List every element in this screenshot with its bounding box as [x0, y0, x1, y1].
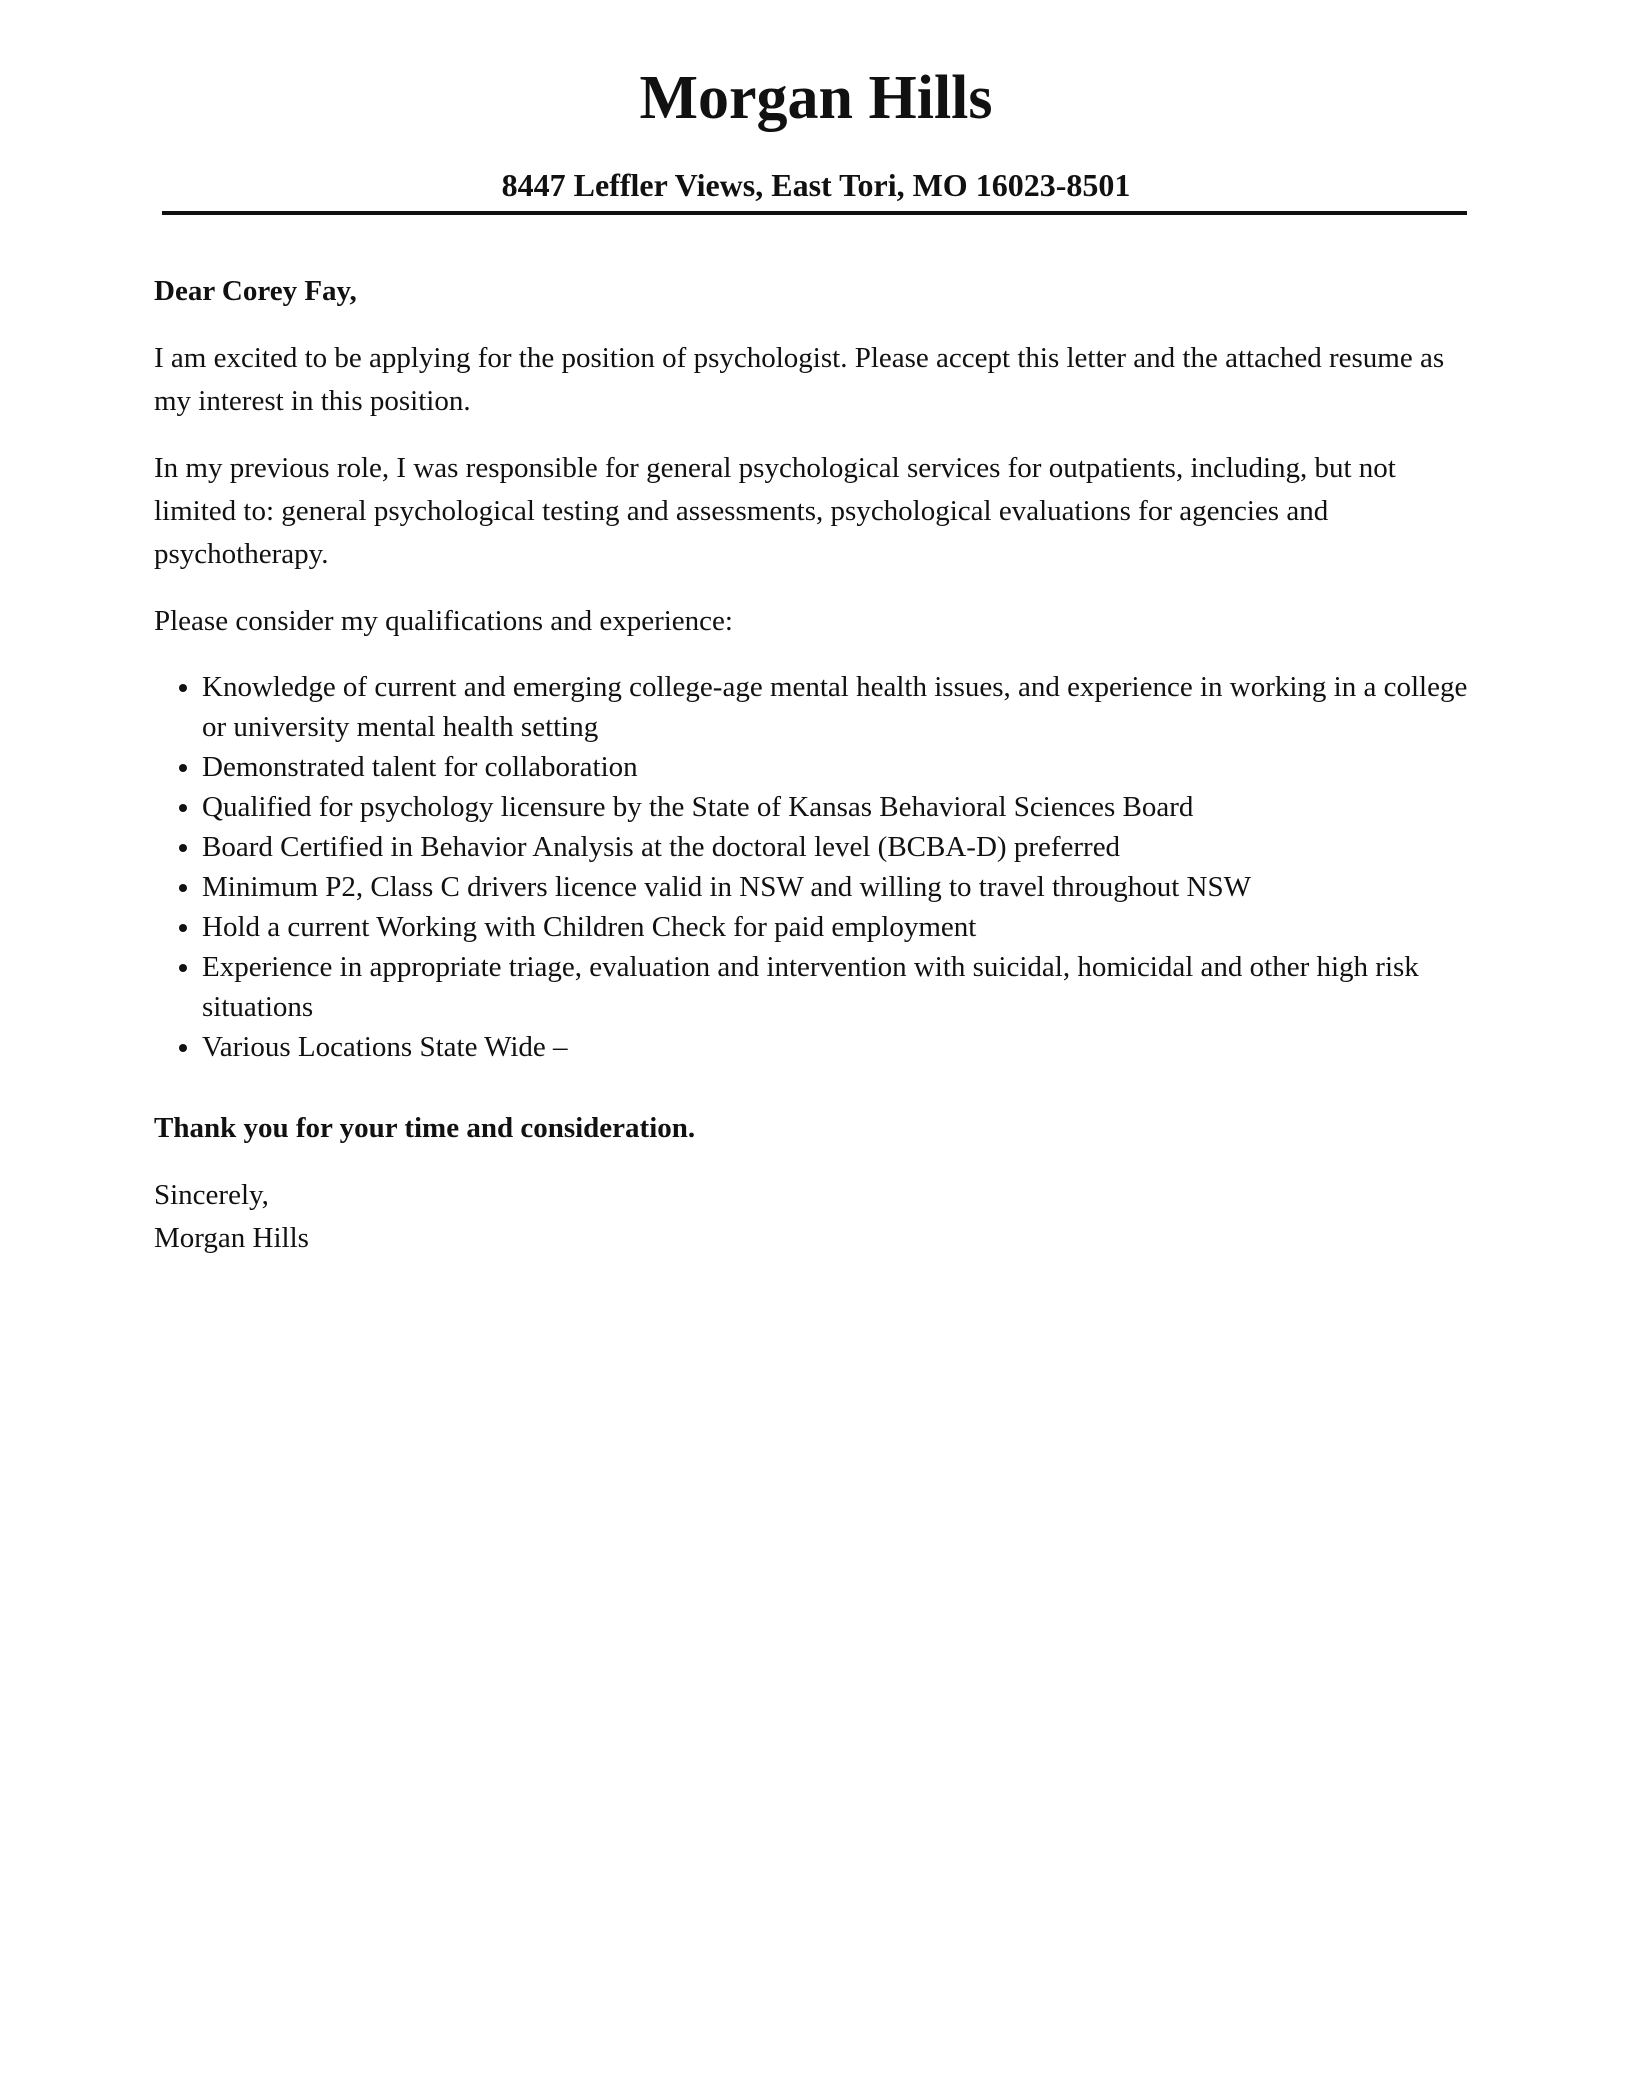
closing: Sincerely, [154, 1179, 269, 1211]
salutation: Dear Corey Fay, [154, 275, 357, 307]
list-item: • Knowledge of current and emerging college-age mental health issues, and experience in working in a college or university mental health setting [202, 667, 1474, 747]
paragraph-intro: I am excited to be applying for the position of psychologist. Please accept this letter and the attached resume as my interest in this position. [154, 342, 1445, 417]
applicant-address: 8447 Leffler Views, East Tori, MO 16023-8501 [501, 167, 1131, 203]
list-item: • Board Certified in Behavior Analysis at the doctoral level (BCBA-D) preferred [202, 827, 1474, 867]
list-item: • Hold a current Working with Children Check for paid employment [202, 907, 1474, 947]
list-item: • Demonstrated talent for collaboration [202, 747, 1474, 787]
paragraph-previous-role: In my previous role, I was responsible for general psychological services for outpatients, including, but not limited to: general psychological testing and assessments, psychological evaluations for agencies and psychotherapy. [154, 452, 1396, 570]
letter-body [154, 270, 1474, 1260]
list-item: • Minimum P2, Class C drivers licence valid in NSW and willing to travel throughout NSW [202, 867, 1474, 907]
list-item: • Experience in appropriate triage, evaluation and intervention with suicidal, homicidal and other high risk situations [202, 947, 1474, 1027]
list-item: • Qualified for psychology licensure by the State of Kansas Behavioral Sciences Board [202, 787, 1474, 827]
header-divider [162, 211, 1467, 215]
list-item: • Various Locations State Wide – [202, 1027, 1474, 1067]
qualifications-list [154, 667, 1474, 1067]
applicant-name: Morgan Hills [639, 64, 993, 132]
thanks-line: Thank you for your time and consideration. [154, 1112, 696, 1144]
paragraph-qualifications-lead: Please consider my qualifications and experience: [154, 605, 733, 637]
signature: Morgan Hills [154, 1222, 309, 1254]
